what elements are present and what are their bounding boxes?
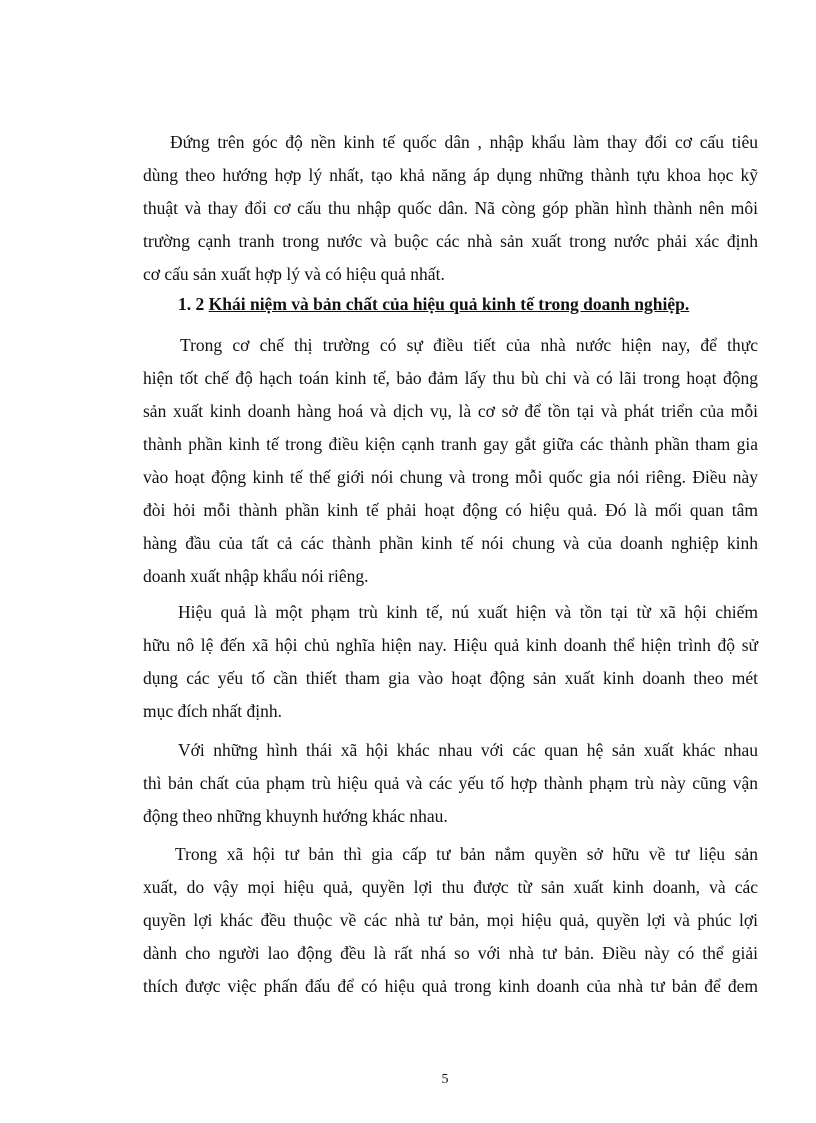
text-line: dùng theo hướng hợp lý nhất, tạo khả năng áp dụng những thành tựu khoa học kỹ [143, 165, 758, 185]
text-line: thì bản chất của phạm trù hiệu quả và các yếu tố hợp thành phạm trù này cũng vận [143, 773, 758, 793]
text-line: Đứng trên góc độ nền kinh tế quốc dân , nhập khẩu làm thay đổi cơ cấu tiêu [170, 132, 758, 152]
text-line: mục đích nhất định. [143, 701, 283, 721]
text-line: doanh xuất nhập khẩu nói riêng. [143, 566, 369, 586]
text-line: vào hoạt động kinh tế thế giới nói chung và trong mỗi quốc gia nói riêng. Điều này [143, 467, 758, 487]
text-line: trường cạnh tranh trong nước và buộc các nhà sản xuất trong nước phải xác định [143, 231, 758, 251]
text-line: hiện tốt chế độ hạch toán kinh tế, bảo đảm lấy thu bù chi và có lãi trong hoạt động [143, 368, 758, 388]
text-line: dành cho người lao động đều là rất nhá so với nhà tư bản. Điều này có thể giải [143, 943, 758, 963]
section-number: 1. 2 [178, 294, 205, 314]
text-line: thuật và thay đổi cơ cấu thu nhập quốc dân. Nã còng góp phần hình thành nên môi [143, 198, 758, 218]
text-line: đòi hỏi mỗi thành phần kinh tế phải hoạt động có hiệu quả. Đó là mối quan tâm [143, 500, 758, 520]
text-line: hữu nô lệ đến xã hội chủ nghĩa hiện nay. Hiệu quả kinh doanh thể hiện trình độ sử [143, 635, 758, 655]
text-line: cơ cấu sản xuất hợp lý và có hiệu quả nhất. [143, 264, 445, 284]
text-line: Với những hình thái xã hội khác nhau với các quan hệ sản xuất khác nhau [178, 740, 758, 760]
text-line: thích được việc phấn đấu để có hiệu quả trong kinh doanh của nhà tư bản để đem [143, 976, 758, 996]
text-line: sản xuất kinh doanh hàng hoá và dịch vụ, là cơ sở để tồn tại và phát triển của mỗi [143, 401, 758, 421]
text-line: xuất, do vậy mọi hiệu quả, quyền lợi thu được từ sản xuất kinh doanh, và các [143, 877, 758, 897]
text-line: quyền lợi khác đều thuộc về các nhà tư bản, mọi hiệu quả, quyền lợi và phúc lợi [143, 910, 758, 930]
section-title: Khái niệm và bản chất của hiệu quả kinh tế trong doanh nghiệp. [208, 294, 690, 314]
text-line: Hiệu quả là một phạm trù kinh tế, nú xuất hiện và tồn tại từ xã hội chiếm [178, 602, 758, 622]
text-line: thành phần kinh tế trong điều kiện cạnh tranh gay gắt giữa các thành phần tham gia [143, 434, 758, 454]
text-line: Trong xã hội tư bản thì gia cấp tư bản nắm quyền sở hữu về tư liệu sản [175, 844, 758, 864]
text-line: động theo những khuynh hướng khác nhau. [143, 806, 448, 826]
section-heading [178, 292, 758, 316]
text-line: Trong cơ chế thị trường có sự điều tiết của nhà nước hiện nay, để thực [180, 335, 758, 355]
page-number: 5 [441, 1072, 449, 1087]
text-line: dụng các yếu tố cần thiết tham gia vào hoạt động sản xuất kinh doanh theo mét [143, 668, 758, 688]
text-line: hàng đầu của tất cả các thành phần kinh tế nói chung và của doanh nghiệp kinh [143, 533, 758, 553]
